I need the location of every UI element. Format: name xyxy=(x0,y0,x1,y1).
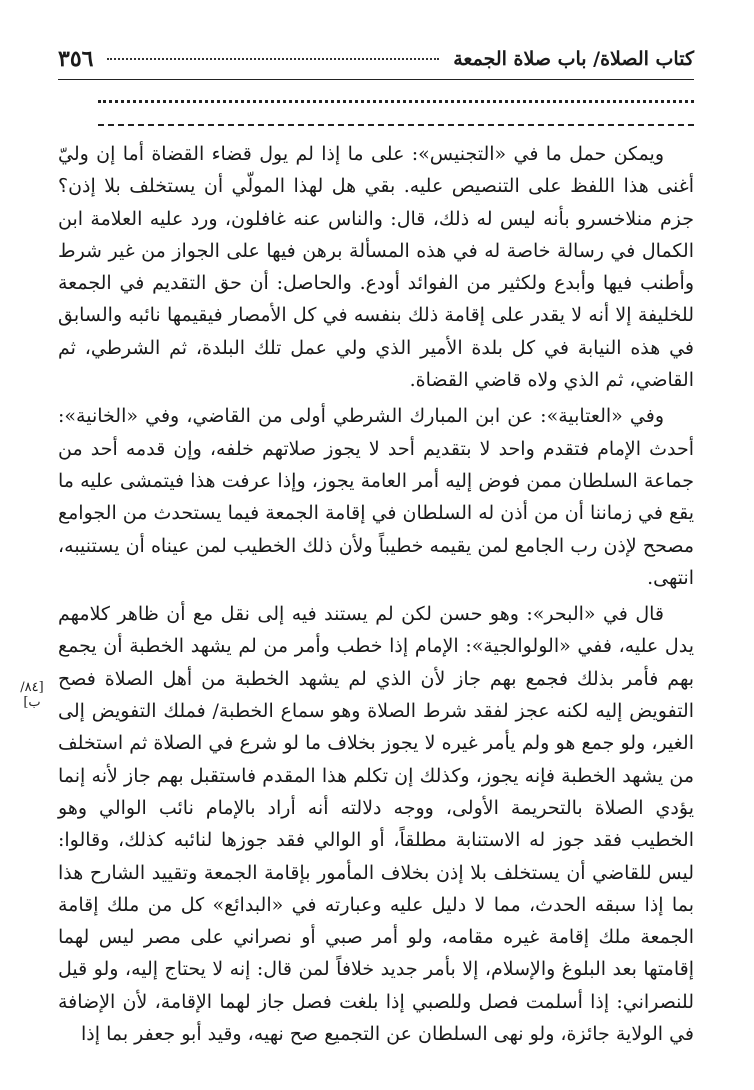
paragraph: وفي «العتابية»: عن ابن المبارك الشرطي أولى من القاضي، وفي «الخانية»: أحدث الإمام فتقدم واحد لا بتقديم أحد لا يجوز صلاتهم خلفه، وإن قدمه أحد من جماعة السلطان ممن فوض إليه أمر العامة يجوز، وإذا عرفت هذا فيتمشى عليه ما يقع في زماننا أن من أذن له السلطان في إقامة الجمعة فيما يستحدث من الجوامع مصحح لإذن رب الجامع لمن يقيمه خطيباً ولأن ذلك الخطيب لمن عيناه أن يستنيبه، انتهى. xyxy=(58,405,694,589)
page-number: ٣٥٦ xyxy=(58,46,94,72)
body-text xyxy=(58,138,694,1054)
header-rule xyxy=(58,79,694,80)
paragraph: ويمكن حمل ما في «التجنيس»: على ما إذا لم يول قضاء القضاة أما إن وليّ أغنى هذا اللفظ على التنصيص عليه. بقي هل لهذا المولّي أن يستخلف بلا إذن؟ جزم منلاخسرو بأنه ليس له ذلك، قال: والناس عنه غافلون، ورد عليه العلامة ابن الكمال في رسالة خاصة له في هذه المسألة برهن فيها على الجواز من غير شرط وأطنب فيها وأبدع ولكثير من الفوائد أودع. والحاصل: أن حق التقديم في الجمعة للخليفة إلا أنه لا يقدر على إقامة ذلك بنفسه في كل الأمصار فيقيمها نائبه والسابق في هذه النيابة في كل بلدة الأمير الذي ولي عمل تلك البلدة، ثم الشرطي، ثم القاضي، ثم الذي ولاه قاضي القضاة. xyxy=(58,143,694,392)
header-dot-leader xyxy=(107,58,439,60)
margin-folio-note: [٨٤/ ب] xyxy=(20,680,44,710)
page-header xyxy=(58,42,694,76)
separator-dashed-line xyxy=(98,124,694,126)
running-title: كتاب الصلاة/ باب صلاة الجمعة xyxy=(453,48,694,70)
paragraph: قال في «البحر»: وهو حسن لكن لم يستند فيه إلى نقل مع أن ظاهر كلامهم يدل عليه، ففي «الولوالجية»: الإمام إذا خطب وأمر من لم يشهد الخطبة أن يجمع بهم فأمر بذلك فجمع بهم جاز لأن الذي لم يشهد الخطبة من أهل الصلاة فصح التفويض إليه لكنه عجز لفقد شرط الصلاة وهو سماع الخطبة/ فملك التفويض إلى الغير، ولو جمع هو ولم يأمر غيره لا يجوز بخلاف ما لو شرع في الصلاة ثم استخلف من يشهد الخطبة فإنه يجوز، وكذلك إن تكلم هذا المقدم فاستقبل بهم جاز لأنه إنما يؤدي الصلاة بالتحريمة الأولى، ووجه دلالته أنه أراد بالإمام نائب الوالي وهو الخطيب فقد جوز له الاستنابة مطلقاً، أو الوالي فقد جوزها لنائبه كذلك، وقالوا: ليس للقاضي أن يستخلف بلا إذن بخلاف المأمور بإقامة الجمعة وتقييد الشارح هذا بما إذا سبقه الحدث، مما لا دليل عليه وعبارته في «البدائع» كل من ملك إقامة الجمعة ملك إقامة غيره مقامه، ولو أمر صبي أو نصراني على مصر ليس لهما إقامتها بعد البلوغ والإسلام، إلا بأمر جديد خلافاً لمن قال: إنه لا يحتاج إليه، ولو قيل للنصراني: إذا أسلمت فصل وللصبي إذا بلغت فصل جاز لهما الإقامة، لأن الإضافة في الولاية جائزة، ولو نهى السلطان عن التجميع صح نهيه، وقيد أبو جعفر بما إذا xyxy=(58,603,694,1046)
separator-dotted-line xyxy=(98,100,694,103)
